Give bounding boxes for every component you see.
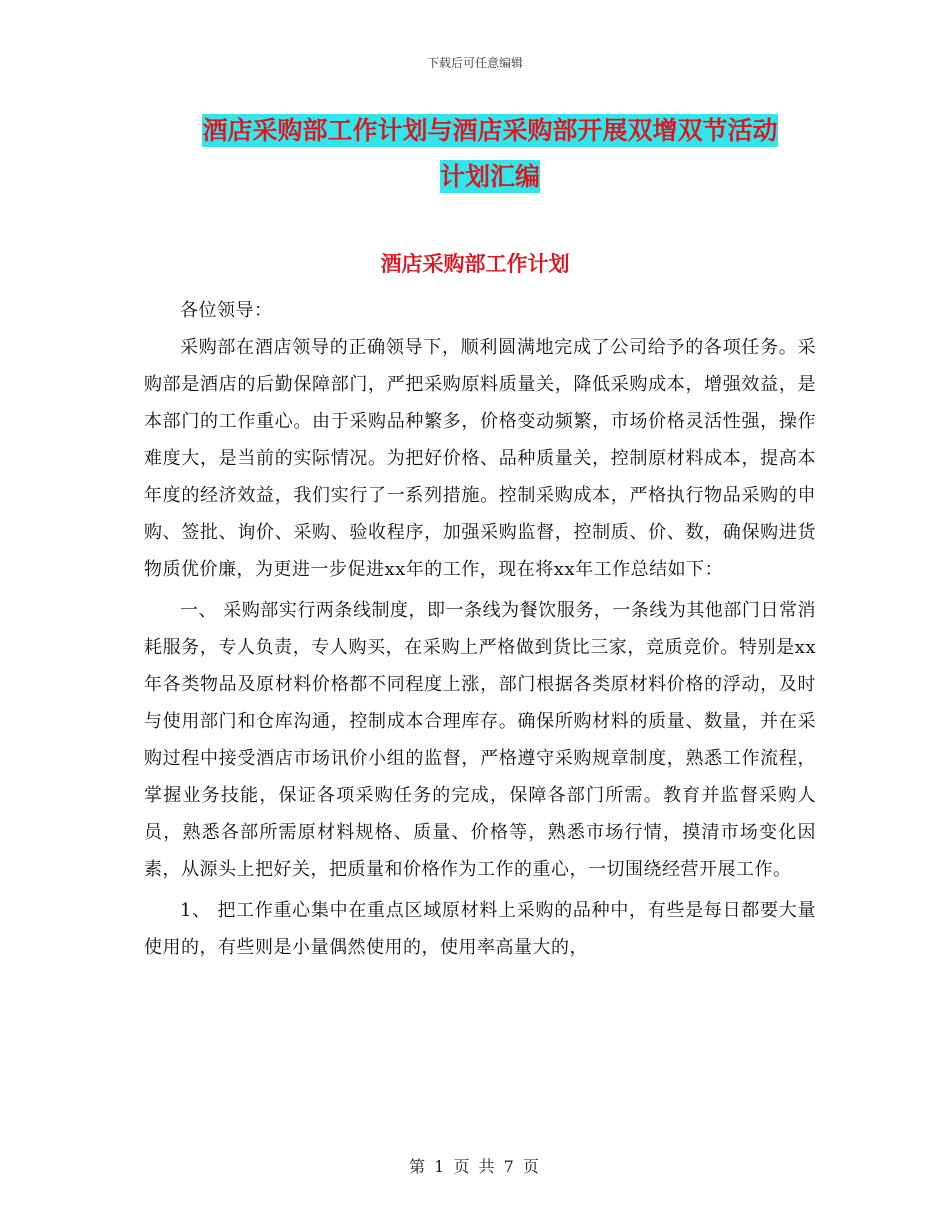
item-one-paragraph: 1、 把工作重心集中在重点区域原材料上采购的品种中，有些是每日都要大量使用的，有些则是小量偶然使用的，使用率高量大的， <box>144 900 816 958</box>
document-title-line2: 计划汇编 <box>439 162 540 191</box>
page-number-footer: 第 1 页 共 7 页 <box>409 1157 541 1176</box>
point-one-paragraph: 一、 采购部实行两条线制度，即一条线为餐饮服务，一条线为其他部门日常消耗服务，专人负责，专人购买，在采购上严格做到货比三家，竞质竞价。特别是xx年各类物品及原材料价格都不同程度上涨，部门根据各类原材料价格的浮动，及时与使用部门和仓库沟通，控制成本合理库存。确保所购材料的质量、数量，并在采购过程中接受酒店市场讯价小组的监督，严格遵守采购规章制度，熟悉工作流程，掌握业务技能，保证各项采购任务的完成，保障各部门所需。教育并监督采购人员，熟悉各部所需原材料规格、质量、价格等，熟悉市场行情，摸清市场变化因素，从源头上把好关，把质量和价格作为工作的重心，一切围绕经营开展工作。 <box>144 600 816 880</box>
document-title <box>150 108 830 200</box>
greeting-paragraph: 各位领导： <box>180 300 273 321</box>
document-body <box>144 292 816 970</box>
intro-paragraph: 采购部在酒店领导的正确领导下，顺利圆满地完成了公司给予的各项任务。采购部是酒店的后勤保障部门，严把采购原料质量关，降低采购成本，增强效益，是本部门的工作重心。由于采购品种繁多，价格变动频繁，市场价格灵活性强，操作难度大，是当前的实际情况。为把好价格、品种质量关，控制原材料成本，提高本年度的经济效益，我们实行了一系列措施。控制采购成本，严格执行物品采购的申购、签批、询价、采购、验收程序，加强采购监督，控制质、价、数，确保购进货物质优价廉，为更进一步促进xx年的工作，现在将xx年工作总结如下： <box>144 337 816 580</box>
document-title-line1: 酒店采购部工作计划与酒店采购部开展双增双节活动 <box>202 116 778 145</box>
header-note: 下载后可任意编辑 <box>426 56 523 70</box>
section-title: 酒店采购部工作计划 <box>380 252 570 276</box>
